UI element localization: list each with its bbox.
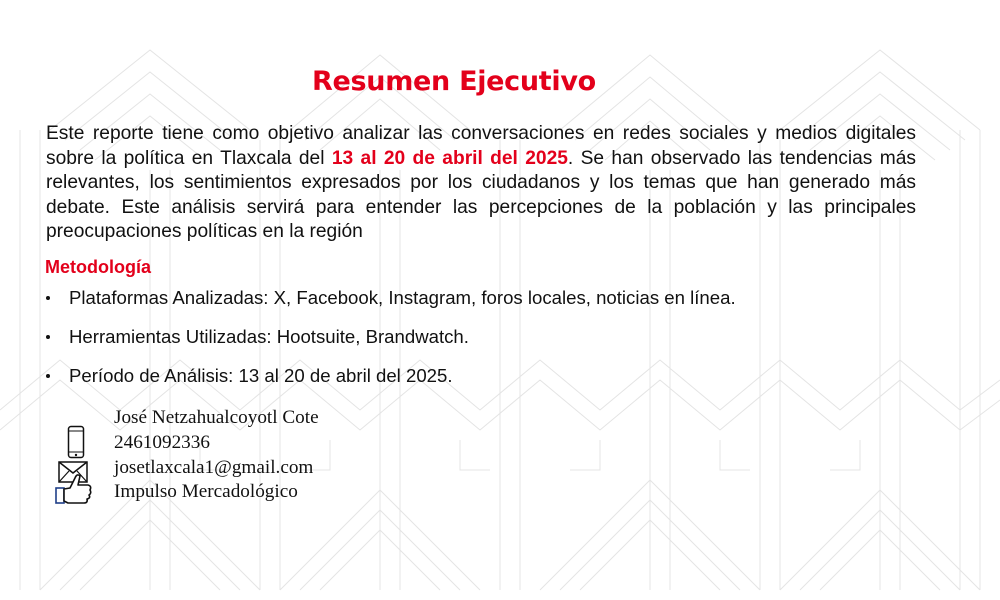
intro-date-highlight: 13 al 20 de abril del 2025 bbox=[331, 147, 568, 169]
contact-phone: 2461092336 bbox=[114, 431, 210, 453]
bullet-dot bbox=[46, 296, 50, 300]
thumbs-up-icon bbox=[54, 472, 94, 506]
phone-icon bbox=[67, 425, 85, 459]
intro-text-start: Este reporte tiene como objetivo analizar las conversaciones en redes sociales y medios digitales sobre la política en Tlaxcala del bbox=[46, 123, 916, 169]
methodology-item-platforms: Plataformas Analizadas: X, Facebook, Instagram, foros locales, noticias en línea. bbox=[69, 287, 736, 308]
methodology-item-tools: Herramientas Utilizadas: Hootsuite, Brandwatch. bbox=[69, 326, 469, 347]
contact-company: Impulso Mercadológico bbox=[114, 481, 298, 503]
intro-paragraph bbox=[46, 122, 916, 245]
list-item bbox=[46, 286, 736, 325]
bullet-dot bbox=[46, 335, 50, 339]
list-item bbox=[46, 325, 736, 364]
contact-email[interactable]: josetlaxcala1@gmail.com bbox=[114, 456, 314, 478]
methodology-item-period: Período de Análisis: 13 al 20 de abril del 2025. bbox=[69, 365, 453, 386]
intro-text-end: . Se han observado las tendencias más relevantes, los sentimientos expresados por los ciudadanos y los temas que han generado más debate. Este análisis servirá para entender las percepciones de la población y las principales preocupaciones políticas en la región bbox=[46, 147, 916, 243]
methodology-list bbox=[46, 286, 736, 403]
list-item bbox=[46, 364, 736, 403]
methodology-heading: Metodología bbox=[45, 257, 151, 277]
bullet-dot bbox=[46, 374, 50, 378]
contact-name: José Netzahualcoyotl Cote bbox=[114, 407, 319, 428]
page-title: Resumen Ejecutivo bbox=[312, 66, 596, 97]
